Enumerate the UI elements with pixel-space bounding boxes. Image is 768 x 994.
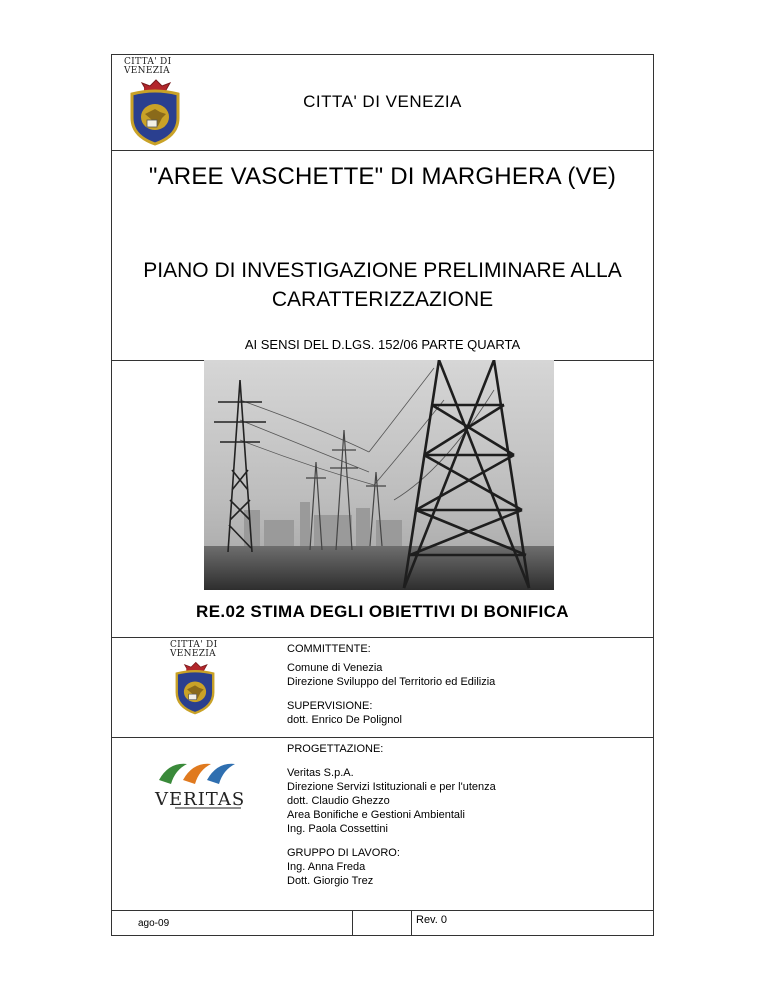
divider	[352, 910, 353, 936]
client-line: Comune di Venezia	[287, 662, 383, 674]
revision-label: Rev. 0	[416, 914, 447, 926]
veritas-waves-icon	[153, 758, 245, 810]
city-name: CITTA' DI VENEZIA	[303, 92, 462, 111]
crest-caption: CITTA' DI VENEZIA	[124, 57, 172, 76]
lion-crest-icon	[172, 659, 218, 715]
team-heading: GRUPPO DI LAVORO:	[287, 847, 400, 859]
document-date: ago-09	[138, 918, 170, 929]
divider	[111, 910, 654, 911]
crest-caption: CITTA' DI VENEZIA	[170, 640, 218, 659]
client-heading: COMMITTENTE:	[287, 643, 371, 655]
divider	[111, 637, 654, 638]
design-line: Veritas S.p.A.	[287, 767, 354, 779]
design-line: Direzione Servizi Istituzionali e per l'utenza	[287, 781, 496, 793]
venice-crest-logo	[170, 641, 218, 720]
client-block	[287, 642, 495, 727]
power-lines-photo	[204, 360, 554, 590]
law-reference: AI SENSI DEL D.LGS. 152/06 PARTE QUARTA	[244, 337, 521, 352]
supervision-heading: SUPERVISIONE:	[287, 700, 373, 712]
divider	[111, 150, 654, 151]
veritas-logo	[153, 758, 245, 815]
report-title: RE.02 STIMA DEGLI OBIETTIVI DI BONIFICA	[196, 602, 569, 621]
divider	[111, 737, 654, 738]
divider	[411, 910, 412, 936]
svg-text:VERITAS: VERITAS	[155, 789, 245, 810]
client-line: Direzione Sviluppo del Territorio ed Edilizia	[287, 676, 496, 688]
plan-title: PIANO DI INVESTIGAZIONE PRELIMINARE ALLA CARATTERIZZAZIONE	[143, 259, 622, 311]
supervision-name: dott. Enrico De Polignol	[287, 714, 402, 726]
team-member: Ing. Anna Freda	[287, 861, 366, 873]
design-block	[287, 742, 496, 888]
team-member: Dott. Giorgio Trez	[287, 875, 374, 887]
design-heading: PROGETTAZIONE:	[287, 743, 384, 755]
project-title: "AREE VASCHETTE" DI MARGHERA (VE)	[148, 163, 617, 190]
design-line: Area Bonifiche e Gestioni Ambientali	[287, 809, 465, 821]
design-line: Ing. Paola Cossettini	[287, 823, 388, 835]
design-line: dott. Claudio Ghezzo	[287, 795, 390, 807]
